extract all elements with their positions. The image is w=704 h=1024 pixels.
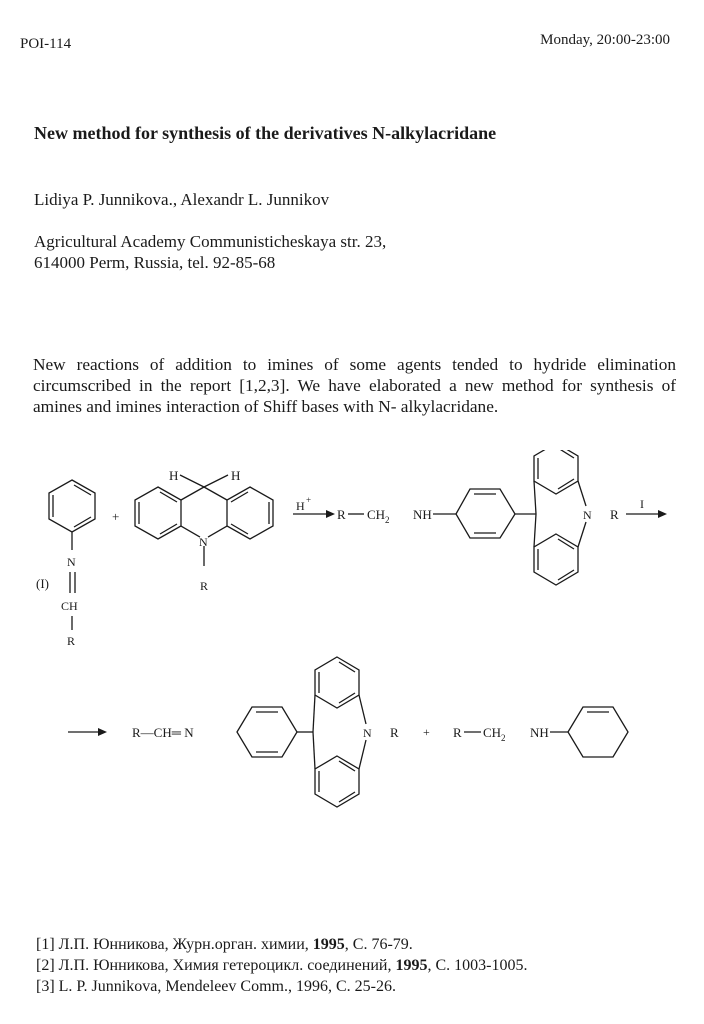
- ch2-group: CH: [367, 507, 386, 522]
- acridine-ring-2: [313, 657, 366, 807]
- affiliation-line-1: Agricultural Academy Communisticheskaya str. 23,: [34, 232, 387, 251]
- para-phenylene-ring: [456, 489, 515, 538]
- hydrogen-right: H: [231, 468, 241, 483]
- benzene-ring-reactant: [49, 480, 95, 532]
- phenyl-ring-product: [237, 707, 297, 757]
- phenyl-ring-amine: [568, 707, 628, 757]
- plus-sign-2: +: [423, 725, 430, 739]
- imine-fragment: R—CH═ N: [132, 725, 194, 740]
- catalyst-plus: +: [306, 495, 312, 505]
- r-substituent-6: R: [453, 725, 462, 740]
- atom-n-acridine-2: N: [363, 726, 372, 740]
- paper-title: New method for synthesis of the derivatives N-alkylacridane: [34, 123, 497, 143]
- r-substituent-5: R: [390, 725, 399, 740]
- plus-sign-1: +: [112, 509, 120, 524]
- session-time: Monday, 20:00-23:00: [540, 32, 670, 48]
- abstract: New reactions of addition to imines of some agents tended to hydride elimination circumscribed in the report [1,2,3]. We have elaborated a new method for synthesis of amines and imines interaction of Shiff bases with N- alkylacridane.: [33, 355, 676, 416]
- atom-n-acridane: N: [199, 535, 208, 549]
- r-substituent-2: R: [200, 579, 209, 593]
- ch-group: CH: [61, 599, 78, 613]
- poster-code: POI-114: [20, 36, 72, 52]
- reagent-i: I: [640, 497, 644, 511]
- catalyst-h: H: [296, 499, 305, 513]
- compound-label-i: (I): [36, 576, 49, 591]
- ch2-subscript: 2: [385, 515, 390, 525]
- reference-item: [1] Л.П. Юнникова, Журн.орган. химии, 1995, С. 76-79.: [36, 936, 413, 953]
- reference-item: [2] Л.П. Юнникова, Химия гетероцикл. соединений, 1995, С. 1003-1005.: [36, 957, 528, 974]
- references-list: [36, 934, 527, 997]
- reference-item: [3] L. P. Junnikova, Mendeleev Comm., 1996, C. 25-26.: [36, 978, 396, 995]
- reaction-scheme: [0, 450, 704, 810]
- affiliation-line-2: 614000 Perm, Russia, tel. 92-85-68: [34, 253, 276, 272]
- authors: Lidiya P. Junnikova., Alexandr L. Junnikov: [34, 190, 330, 209]
- r-substituent-1: R: [67, 634, 76, 648]
- nh-group: NH: [413, 507, 432, 522]
- atom-n-imine: N: [67, 555, 76, 569]
- atom-n-acridine-1: N: [583, 508, 592, 522]
- nh-group-2: NH: [530, 725, 549, 740]
- acridine-ring-1: [534, 450, 586, 585]
- ch2-subscript-2: 2: [501, 733, 506, 743]
- ch2-group-2: CH: [483, 725, 502, 740]
- r-substituent-3: R: [337, 507, 346, 522]
- acridane-molecule: [135, 475, 273, 566]
- r-substituent-4: R: [610, 507, 619, 522]
- hydrogen-left: H: [169, 468, 179, 483]
